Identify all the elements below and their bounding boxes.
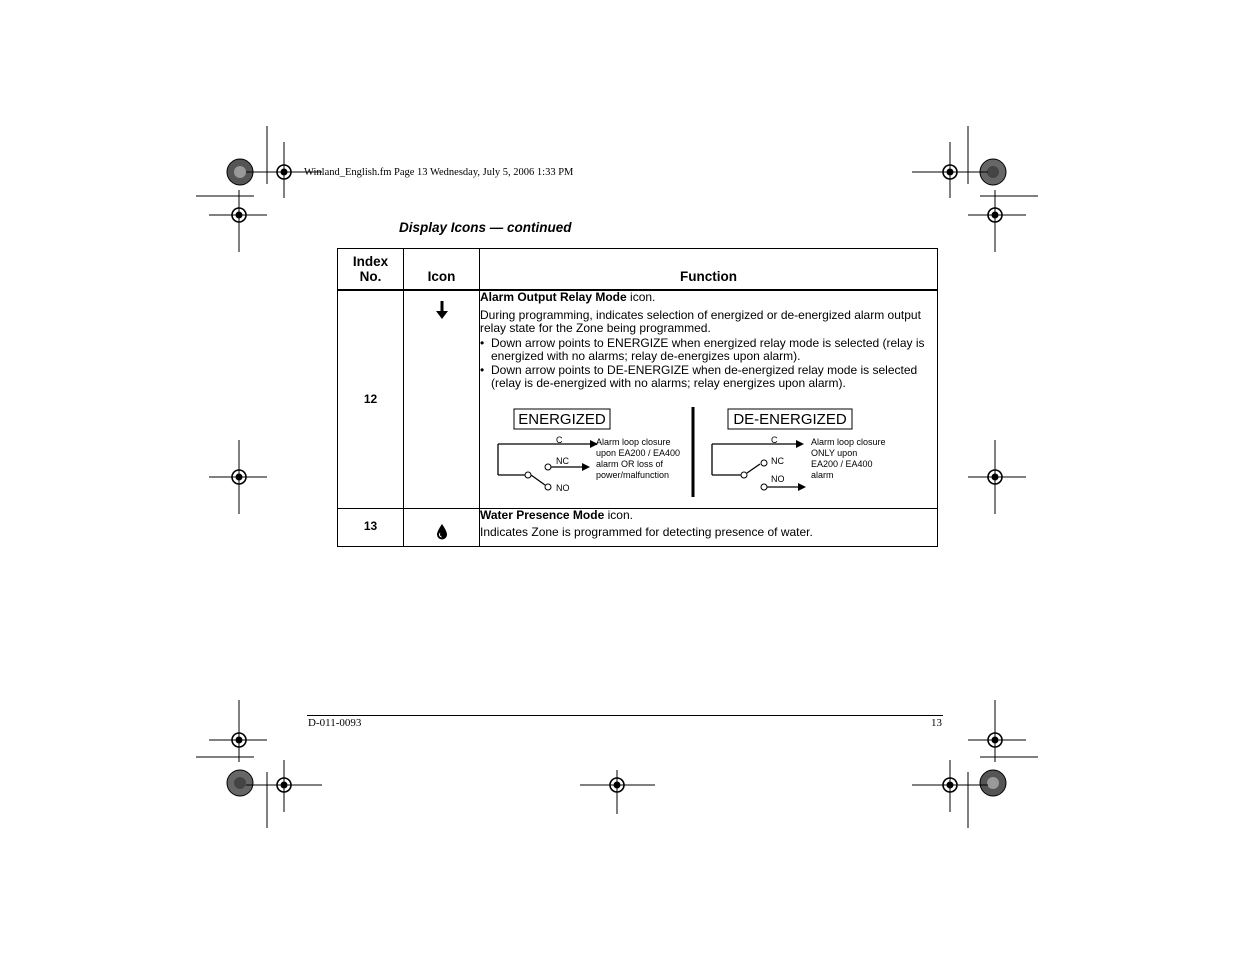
section-title: Display Icons — continued xyxy=(399,220,572,235)
icon-title: Water Presence Mode xyxy=(480,507,605,522)
icon-cell xyxy=(404,508,480,546)
icon-cell xyxy=(404,290,480,508)
table-header-row xyxy=(338,249,938,291)
deenergized-note-line: Alarm loop closure xyxy=(811,436,886,447)
bullet-list xyxy=(480,337,937,391)
energized-note-line: upon EA200 / EA400 xyxy=(596,447,681,458)
water-drop-icon xyxy=(435,523,449,541)
document-number: D-011-0093 xyxy=(308,717,362,729)
deenergized-note-line: alarm xyxy=(811,469,834,480)
function-cell: Water Presence Mode icon. Indicates Zone is programmed for detecting presence of water. xyxy=(480,508,938,546)
function-cell: Alarm Output Relay Mode icon. During programming, indicates selection of energized or de-energized alarm output relay state for the Zone being programmed. • Down arrow points to ENERGIZE when energized relay mode is selected (relay is energized with no alarms; relay de-energizes upon alarm). • Down arrow points to DE-ENERGIZE when de-energized relay mode is selected (relay is de-energized with no alarms; relay energizes upon alarm). ENERGIZED C NC NO Alarm loop closure upon EA200 / EA400 alarm OR loss of power/malfunction DE-ENERGIZED C NC NO Alarm loop closure ONLY upon EA200 / EA400 alarm xyxy=(480,290,938,508)
energized-note-line: Alarm loop closure xyxy=(596,436,671,447)
energized-note-line: alarm OR loss of xyxy=(596,458,664,469)
terminal-nc-label: NC xyxy=(771,455,784,466)
deenergized-note-line: ONLY upon xyxy=(811,447,858,458)
terminal-no-label: NO xyxy=(556,482,570,493)
list-item: • Down arrow points to DE-ENERGIZE when de-energized relay mode is selected (relay is de-energized with no alarms; relay energizes upon alarm). xyxy=(480,364,937,391)
terminal-no-label: NO xyxy=(771,473,785,484)
display-icons-table xyxy=(337,248,938,547)
relay-mode-diagram xyxy=(480,407,926,507)
icon-description: Indicates Zone is programmed for detecting presence of water. xyxy=(480,525,813,539)
footer-rule xyxy=(307,715,943,716)
terminal-nc-label: NC xyxy=(556,455,569,466)
column-header-icon: Icon xyxy=(404,249,480,291)
list-item: • Down arrow points to ENERGIZE when energized relay mode is selected (relay is energized with no alarms; relay de-energizes upon alarm). xyxy=(480,337,937,364)
table-row xyxy=(338,508,938,546)
column-header-function: Function xyxy=(480,249,938,291)
table-row xyxy=(338,290,938,508)
page-number: 13 xyxy=(931,717,942,729)
index-cell: 13 xyxy=(338,508,404,546)
energized-label: ENERGIZED xyxy=(518,410,606,428)
terminal-c-label: C xyxy=(771,434,778,445)
column-header-index: Index No. xyxy=(338,249,404,291)
relay-diagram xyxy=(480,407,937,507)
index-cell: 12 xyxy=(338,290,404,508)
down-arrow-icon xyxy=(435,300,449,320)
energized-note-line: power/malfunction xyxy=(596,469,670,480)
deenergized-label: DE-ENERGIZED xyxy=(733,410,847,428)
icon-title: Alarm Output Relay Mode xyxy=(480,290,627,304)
frame-header: Winland_English.fm Page 13 Wednesday, July 5, 2006 1:33 PM xyxy=(304,167,574,178)
terminal-c-label: C xyxy=(556,434,563,445)
deenergized-note-line: EA200 / EA400 xyxy=(811,458,873,469)
icon-description: During programming, indicates selection of energized or de-energized alarm output relay state for the Zone being programmed. xyxy=(480,307,921,335)
